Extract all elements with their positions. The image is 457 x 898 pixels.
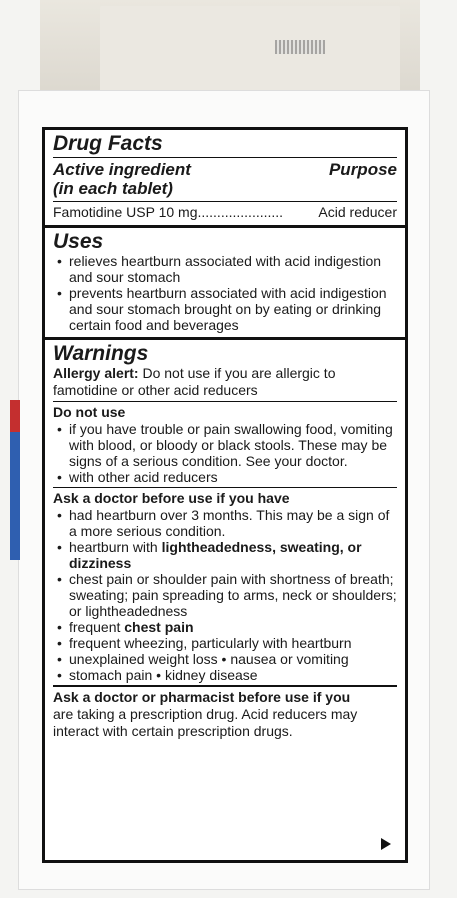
ask-doctor-item: • frequent wheezing, particularly with heartburn	[53, 635, 397, 651]
ask-doctor-item-text: kidney disease	[164, 667, 258, 683]
uses-heading: Uses	[53, 230, 104, 253]
allergy-alert	[53, 365, 397, 402]
inline-bullet	[156, 667, 161, 683]
ingredient-line	[53, 201, 397, 221]
allergy-alert-label: Allergy alert:	[53, 365, 139, 381]
ingredient-purpose: Acid reducer	[318, 204, 397, 220]
uses-list	[53, 253, 397, 333]
ask-doctor-item-text: unexplained weight loss	[69, 651, 218, 667]
pharmacist-text: are taking a prescription drug. Acid reducers may interact with certain prescription drugs.	[53, 706, 358, 739]
ask-doctor-list	[53, 507, 397, 687]
warnings-heading: Warnings	[53, 342, 149, 365]
active-ingredient-heading: Active ingredient	[53, 160, 191, 179]
purpose-heading: Purpose	[328, 160, 397, 179]
ask-doctor-item-text: stomach pain	[69, 667, 153, 683]
ask-doctor-item	[53, 651, 397, 667]
ask-doctor-item: • had heartburn over 3 months. This may be a sign of a more serious condition.	[53, 507, 397, 539]
continue-arrow-icon	[381, 838, 391, 850]
do-not-use-list	[53, 421, 397, 488]
ask-doctor-heading: Ask a doctor before use if you have	[53, 490, 290, 506]
warnings-section	[45, 340, 405, 740]
barcode-graphic	[275, 40, 325, 54]
active-ingredient-subheading: (in each tablet)	[53, 179, 173, 198]
box-top-flap	[40, 0, 420, 96]
ask-doctor-item	[53, 619, 397, 635]
do-not-use-item: • with other acid reducers	[53, 469, 397, 485]
allergy-alert-text: Do not use if you are allergic to famotidine or other acid reducers	[53, 365, 336, 398]
do-not-use-item: • if you have trouble or pain swallowing food, vomiting with blood, or bloody or black stools. These may be signs of a serious condition. See your doctor.	[53, 421, 397, 469]
pharmacist-heading: Ask a doctor or pharmacist before use if you	[53, 689, 351, 705]
drug-facts-title: Drug Facts	[53, 133, 397, 158]
drug-facts-header	[45, 130, 405, 228]
ask-doctor-item	[53, 667, 397, 683]
leader-dots: ......................	[197, 204, 284, 220]
ask-doctor-item	[53, 539, 397, 571]
ask-doctor-item-bold: chest pain	[124, 619, 194, 635]
ask-doctor-item-text: frequent	[69, 619, 121, 635]
uses-item: • relieves heartburn associated with acid indigestion and sour stomach	[53, 253, 397, 285]
uses-item: • prevents heartburn associated with acid indigestion and sour stomach brought on by eating or drinking certain food and beverages	[53, 285, 397, 333]
inline-bullet	[222, 651, 227, 667]
ask-doctor-item-bold: lightheadedness, sweating, or dizziness	[69, 539, 362, 571]
ingredient-name: Famotidine USP 10 mg	[53, 204, 198, 220]
ask-doctor-item-text: nausea or vomiting	[230, 651, 349, 667]
drug-facts-panel	[42, 127, 408, 863]
active-ingredient-row	[53, 160, 397, 198]
do-not-use-heading: Do not use	[53, 404, 126, 420]
top-flap-print-area	[100, 6, 400, 92]
uses-section	[45, 228, 405, 340]
ask-doctor-item-text: heartburn with	[69, 539, 158, 555]
ask-doctor-item: • chest pain or shoulder pain with shortness of breath; sweating; pain spreading to arms, neck or shoulders; or lightheadedness	[53, 571, 397, 619]
side-color-accent	[10, 400, 20, 560]
